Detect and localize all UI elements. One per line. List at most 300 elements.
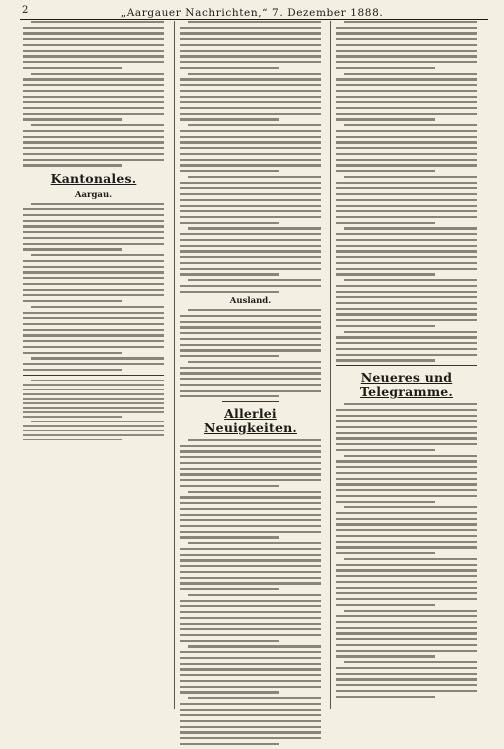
text-line [180,737,321,739]
text-line [188,491,321,493]
text-line [336,262,477,264]
text-line [23,402,164,404]
text-line [31,21,164,23]
text-line [180,617,321,619]
text-line [336,250,477,252]
text-line [23,389,164,391]
text-line [336,564,477,566]
text-line [336,268,477,270]
text-line [23,294,164,296]
text-line [336,443,477,445]
text-line [188,309,321,311]
text-line [180,623,321,625]
text-line [336,696,435,698]
text-line [23,363,164,365]
text-line [23,398,164,400]
text-line [180,378,321,380]
text-line [188,21,321,23]
text-line [23,266,164,268]
text-line [23,231,164,233]
text-line [180,355,279,357]
text-line [336,489,477,491]
text-line [344,403,477,405]
text-line [180,96,321,98]
text-line [188,594,321,596]
text-line [344,506,477,508]
text-line [180,147,321,149]
text-line [336,667,477,669]
text-line [180,205,321,207]
text-line [180,571,321,573]
text-line [23,434,164,436]
text-line [180,349,321,351]
text-line [336,136,477,138]
text-line [23,107,164,109]
text-line [23,90,164,92]
text-line [188,542,321,544]
text-line [180,514,321,516]
text-line [23,289,164,291]
text-line [180,554,321,556]
text-line [180,605,321,607]
text-line [23,147,164,149]
text-line [336,348,477,350]
text-line [31,73,164,75]
text-line [180,159,321,161]
text-line [336,55,477,57]
text-line [180,657,321,659]
text-line [180,268,321,270]
text-line [180,709,321,711]
text-line [336,210,477,212]
text-line [23,260,164,262]
text-line [180,508,321,510]
text-line [336,535,477,537]
text-line [336,61,477,63]
text-line [180,680,321,682]
text-line [23,164,122,166]
text-line [23,243,164,245]
text-line [336,466,477,468]
text-line [180,170,279,172]
text-line [336,291,477,293]
text-line [336,342,477,344]
text-line [31,380,164,382]
text-line [336,478,477,480]
text-line [180,519,321,521]
text-line [23,340,164,342]
text-line [336,32,477,34]
text-line [180,38,321,40]
text-line [180,262,321,264]
text-line [180,651,321,653]
text-line [180,291,279,293]
text-line [336,38,477,40]
text-line [23,352,122,354]
text-line [180,726,321,728]
text-line [180,113,321,115]
text-line [180,84,321,86]
text-line [180,367,321,369]
text-line [180,285,321,287]
text-line [336,233,477,235]
text-line [23,44,164,46]
column-right [336,21,477,701]
text-line [180,462,321,464]
text-line [180,395,279,397]
text-line [336,216,477,218]
text-line [336,147,477,149]
text-line [180,640,279,642]
text-line [336,319,477,321]
text-line [23,346,164,348]
text-line [336,336,477,338]
text-line [23,208,164,210]
text-line [336,690,477,692]
text-line [336,130,477,132]
text-line [336,359,435,361]
text-line [336,420,477,422]
text-line [180,233,321,235]
text-line [336,96,477,98]
text-line [336,44,477,46]
text-line [23,411,164,413]
text-line [336,632,477,634]
text-line [23,271,164,273]
text-line [23,220,164,222]
text-line [180,332,321,334]
text-line [23,416,122,418]
text-line [23,430,164,432]
text-line [336,187,477,189]
text-line [180,27,321,29]
text-line [180,187,321,189]
text-line [180,456,321,458]
text-line [188,697,321,699]
text-line [336,655,435,657]
text-line [336,107,477,109]
text-line [23,317,164,319]
text-line [188,227,321,229]
text-line [336,437,477,439]
column-divider [330,21,331,709]
text-line [336,193,477,195]
text-line [23,141,164,143]
text-line [23,225,164,227]
text-line [23,78,164,80]
text-line [180,731,321,733]
text-line [23,55,164,57]
text-line [344,227,477,229]
text-line [23,277,164,279]
text-line [344,279,477,281]
text-line [336,141,477,143]
text-line [180,582,321,584]
article-block [180,309,321,397]
text-line [180,668,321,670]
text-line [180,193,321,195]
text-line [188,124,321,126]
text-line [188,645,321,647]
text-line [336,118,435,120]
text-line [336,84,477,86]
text-line [180,531,321,533]
text-line [336,409,477,411]
text-line [344,176,477,178]
text-line [180,686,321,688]
text-line [336,598,477,600]
text-line [180,525,321,527]
text-line [180,321,321,323]
text-line [336,587,477,589]
text-line [180,600,321,602]
text-line [180,216,321,218]
text-line [23,329,164,331]
text-line [180,118,279,120]
text-line [180,479,321,481]
text-line [23,248,122,250]
text-line [23,384,164,386]
text-line [336,302,477,304]
text-line [336,159,477,161]
text-line [23,50,164,52]
text-line [336,449,435,451]
column-divider [174,21,175,709]
text-line [180,222,279,224]
text-line [180,502,321,504]
text-line [23,323,164,325]
article-block [336,403,477,698]
text-line [23,153,164,155]
text-line [336,170,435,172]
text-line [180,720,321,722]
text-line [336,472,477,474]
text-line [336,78,477,80]
text-line [336,638,477,640]
text-line [31,421,164,423]
text-line [180,703,321,705]
text-line [23,27,164,29]
page-number: 2 [22,5,29,16]
text-line [180,315,321,317]
column-rule [23,375,164,376]
text-line [180,61,321,63]
text-line [336,67,435,69]
text-line [23,237,164,239]
article-block [23,21,164,167]
text-line [180,245,321,247]
section-heading-telegramme: Neueres und Telegramme. [360,370,453,400]
header-rule [20,19,488,20]
text-line [180,32,321,34]
text-line [180,78,321,80]
text-line [336,495,477,497]
article-block [180,439,321,745]
text-line [336,239,477,241]
text-line [344,73,477,75]
text-line [336,415,477,417]
column-middle [180,21,321,749]
text-line [336,426,477,428]
text-line [180,445,321,447]
article-block [23,203,164,371]
text-line [180,588,279,590]
text-line [23,393,164,395]
text-line [344,661,477,663]
text-line [23,283,164,285]
text-line [180,384,321,386]
text-line [336,90,477,92]
text-line [336,592,477,594]
text-line [336,627,477,629]
text-line [180,164,321,166]
text-line [180,674,321,676]
text-line [344,455,477,457]
text-line [23,38,164,40]
text-line [180,50,321,52]
section-heading-kantonales: Kantonales. [50,170,137,186]
text-line [336,552,435,554]
text-line [31,306,164,308]
text-line [180,44,321,46]
text-line [180,182,321,184]
text-line [336,182,477,184]
text-line [336,512,477,514]
text-line [180,565,321,567]
text-line [180,473,321,475]
text-line [180,239,321,241]
text-line [23,101,164,103]
text-line [336,245,477,247]
text-line [23,334,164,336]
text-line [23,96,164,98]
text-line [180,101,321,103]
text-line [336,483,477,485]
text-line [180,344,321,346]
text-line [336,285,477,287]
text-line [336,615,477,617]
text-line [23,369,122,371]
text-line [336,354,477,356]
text-line [23,113,164,115]
text-line [188,73,321,75]
text-line [180,628,321,630]
text-line [180,450,321,452]
text-line [336,308,477,310]
text-line [180,250,321,252]
text-line [180,136,321,138]
text-line [188,176,321,178]
text-line [336,460,477,462]
text-line [180,199,321,201]
text-line [336,569,477,571]
text-line [336,205,477,207]
text-line [180,496,321,498]
text-line [180,107,321,109]
text-line [23,159,164,161]
text-line [344,610,477,612]
text-line [23,312,164,314]
text-line [188,439,321,441]
text-line [23,84,164,86]
text-line [344,558,477,560]
text-line [336,650,477,652]
text-line [180,153,321,155]
subheading-aargau: Aargau. [74,189,113,200]
text-line [336,546,477,548]
text-line [23,425,164,427]
subheading-ausland: Ausland. [229,296,272,307]
text-line [336,581,477,583]
text-line [23,32,164,34]
text-line [344,331,477,333]
text-line [336,678,477,680]
text-line [188,361,321,363]
text-line [31,124,164,126]
text-line [336,518,477,520]
text-line [180,468,321,470]
text-line [180,273,279,275]
text-line [180,548,321,550]
text-line [336,273,435,275]
text-line [23,300,122,302]
text-line [336,199,477,201]
text-line [344,21,477,23]
article-block [23,380,164,441]
text-line [180,55,321,57]
text-line [336,50,477,52]
text-line [336,222,435,224]
text-line [180,577,321,579]
text-line [180,326,321,328]
text-line [180,559,321,561]
section-heading-allerlei: Allerlei Neuigkeiten. [204,406,297,435]
text-line [180,714,321,716]
article-block [180,21,321,293]
text-line [23,439,122,441]
text-line [336,621,477,623]
text-line [180,611,321,613]
text-line [336,153,477,155]
text-line [180,663,321,665]
text-line [336,673,477,675]
text-line [180,256,321,258]
text-line [336,644,477,646]
article-block [336,21,477,362]
text-line [180,691,279,693]
text-line [336,313,477,315]
text-line [336,296,477,298]
text-line [336,541,477,543]
text-line [336,164,477,166]
text-line [180,141,321,143]
text-line [180,338,321,340]
text-line [23,61,164,63]
text-line [23,118,122,120]
page-header-title: „Aargauer Nachrichten,“ 7. Dezember 1888. [120,7,384,19]
column-left [23,21,164,443]
text-line [31,254,164,256]
text-line [336,575,477,577]
text-line [336,501,435,503]
text-line [180,634,321,636]
text-line [180,372,321,374]
text-line [180,210,321,212]
text-line [180,485,279,487]
text-line [180,743,279,745]
text-line [23,136,164,138]
text-line [336,27,477,29]
